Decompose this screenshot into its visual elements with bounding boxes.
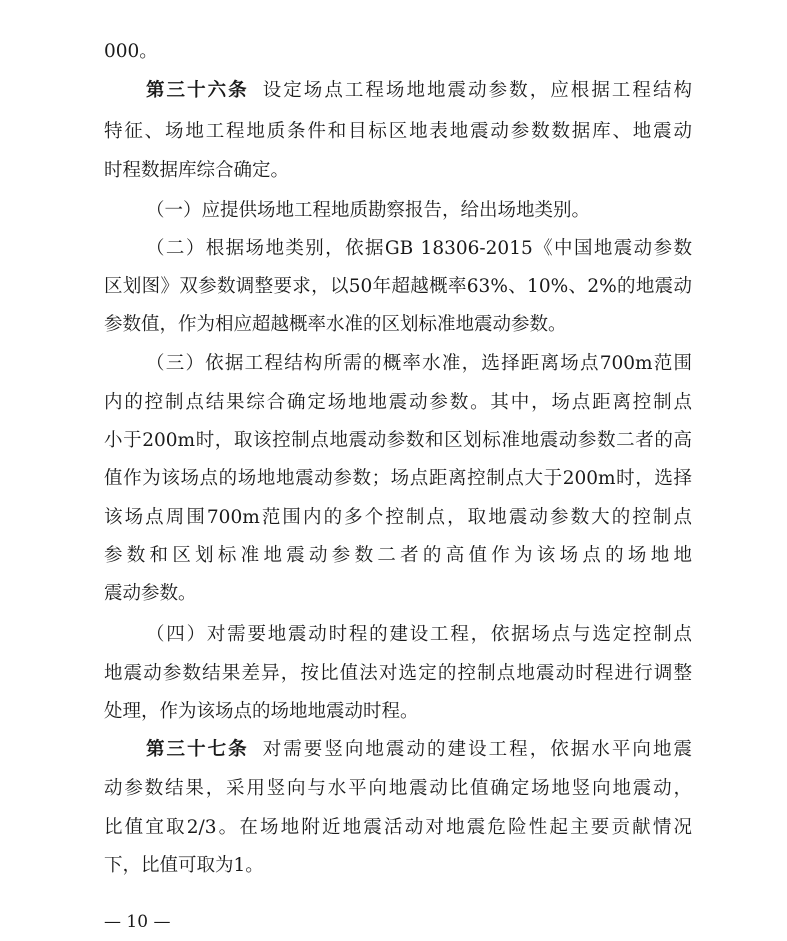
- article-number: 第三十七条: [146, 739, 249, 760]
- paragraph-line: 区划图》双参数调整要求，以50年超越概率63%、10%、2%的地震动: [104, 276, 692, 297]
- paragraph-line: 000。: [104, 41, 158, 62]
- page-number: — 10 —: [104, 912, 171, 932]
- paragraph-line: （三）依据工程结构所需的概率水准，选择距离场点700m范围: [146, 353, 692, 374]
- paragraph-line: 比值宜取2/3。在场地附近地震活动对地震危险性起主要贡献情况: [104, 817, 692, 838]
- paragraph-line: 内的控制点结果综合确定场地地震动参数。其中，场点距离控制点: [104, 392, 692, 413]
- paragraph-line: 参数和区划标准地震动参数二者的高值作为该场点的场地地: [104, 545, 692, 566]
- paragraph-line: 值作为该场点的场地地震动参数；场点距离控制点大于200m时，选择: [104, 468, 692, 489]
- paragraph-line: 该场点周围700m范围内的多个控制点，取地震动参数大的控制点: [104, 507, 692, 528]
- paragraph-line: （二）根据场地类别，依据GB 18306-2015《中国地震动参数: [146, 238, 692, 259]
- paragraph-line: 参数值，作为相应超越概率水准的区划标准地震动参数。: [104, 314, 567, 335]
- paragraph-line: 动参数结果，采用竖向与水平向地震动比值确定场地竖向地震动，: [104, 778, 692, 799]
- article-text: 设定场点工程场地地震动参数，应根据工程结构: [262, 80, 692, 101]
- paragraph-line: （一）应提供场地工程地质勘察报告，给出场地类别。: [146, 200, 591, 221]
- paragraph-line: 下，比值可取为1。: [104, 855, 264, 876]
- paragraph-line: 小于200m时，取该控制点地震动参数和区划标准地震动参数二者的高: [104, 430, 692, 451]
- paragraph-line: 震动参数。: [104, 583, 197, 604]
- paragraph-line: 时程数据库综合确定。: [104, 160, 290, 181]
- paragraph-line: [146, 77, 692, 105]
- paragraph-line: （四）对需要地震动时程的建设工程，依据场点与选定控制点: [146, 624, 692, 645]
- paragraph-line: [146, 736, 692, 764]
- paragraph-line: 处理，作为该场点的场地地震动时程。: [104, 701, 419, 722]
- article-text: 对需要竖向地震动的建设工程，依据水平向地震: [262, 739, 692, 760]
- paragraph-line: 特征、场地工程地质条件和目标区地表地震动参数数据库、地震动: [104, 121, 692, 142]
- paragraph-line: 地震动参数结果差异，按比值法对选定的控制点地震动时程进行调整: [104, 663, 692, 684]
- article-number: 第三十六条: [146, 80, 249, 101]
